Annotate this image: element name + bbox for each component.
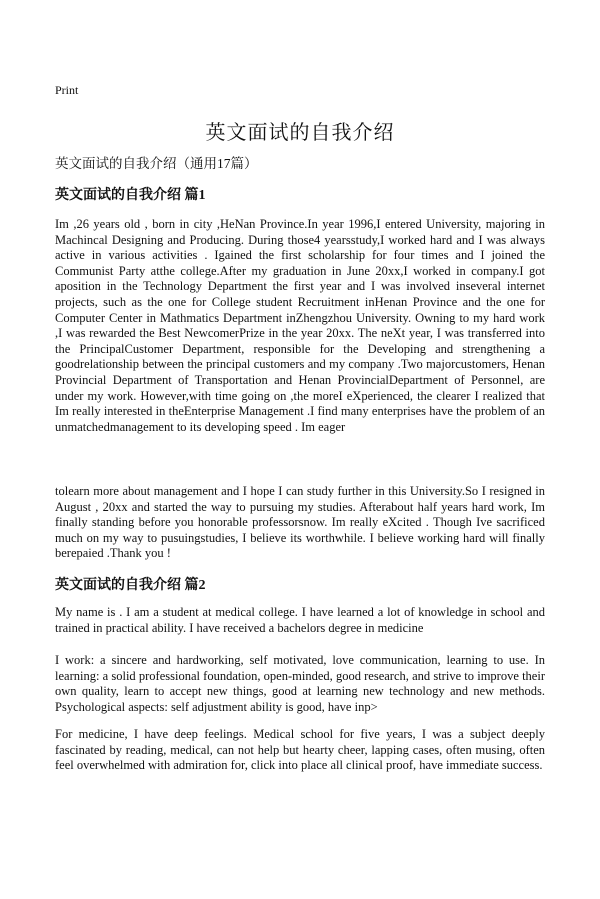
section-2-paragraph-3: For medicine, I have deep feelings. Medical school for five years, I was a subject deeply fascinated by reading, medical, can not help but hearty cheer, lapping cases, often musing, often feel overwhelmed with admiration for, click into place all clinical proof, have immediate success. bbox=[55, 727, 545, 773]
section-heading-1: 英文面试的自我介绍 篇1 bbox=[55, 188, 206, 203]
print-label: Print bbox=[55, 83, 79, 97]
section-heading-2: 英文面试的自我介绍 篇2 bbox=[55, 578, 206, 593]
section-2-paragraph-1: My name is . I am a student at medical college. I have learned a lot of knowledge in school and trained in practical ability. I have received a bachelors degree in medicine bbox=[55, 605, 545, 635]
page-subtitle: 英文面试的自我介绍（通用17篇） bbox=[55, 156, 258, 171]
section-2-paragraph-2: I work: a sincere and hardworking, self motivated, love communication, learning to use. In learning: a solid professional foundation, open-minded, good research, and strive to improve their own quality, learn to accept new things, good at learning new technology and new methods. Psychological aspects: self adjustment ability is good, have inp> bbox=[55, 653, 545, 714]
page-title: 英文面试的自我介绍 bbox=[205, 122, 395, 144]
section-1-paragraph-2: tolearn more about management and I hope I can study further in this University.So I resigned in August , 20xx and started the way to pursuing my studies. Afterabout half years hard work, Im finally standing before you honorable professorsnow. Im really eXcited . Though Ive sacrificed much on my way to pusuingstudies, I believe its worthwhile. I believe working hard will finally berepaied .Thank you ! bbox=[55, 484, 545, 561]
section-1-paragraph-1: Im ,26 years old , born in city ,HeNan Province.In year 1996,I entered University, majoring in Machincal Designing and Producing. During those4 yearsstudy,I worked hard and I was always active in various activities . Igained the first scholarship for four times and I joined the Communist Party atthe college.After my graduation in June 20xx,I worked in company.I got aposition in the Technology Department the first year and I was involved inseveral internet projects, such as the one for College student Recruitment inHenan Province and the one for Computer Center in Mathmatics Department inZhengzhou University. Owning to my hard work ,I was rewarded the Best NewcomerPrize in the year 20xx. The neXt year, I was transferred into the PrincipalCustomer Department, responsible for the Developing and strengthening a goodrelationship between the principal customers and my company .Two majorcustomers, Henan Provincial Department of Transportation and Henan ProvincialDepartment of Personnel, are under my work. However,with time going on ,the moreI eXperienced, the clearer I realized that Im really interested in theEnterprise Management .I find many enterprises have the problem of an unmatchedmanagement to its developing speed . Im eager bbox=[55, 217, 545, 434]
